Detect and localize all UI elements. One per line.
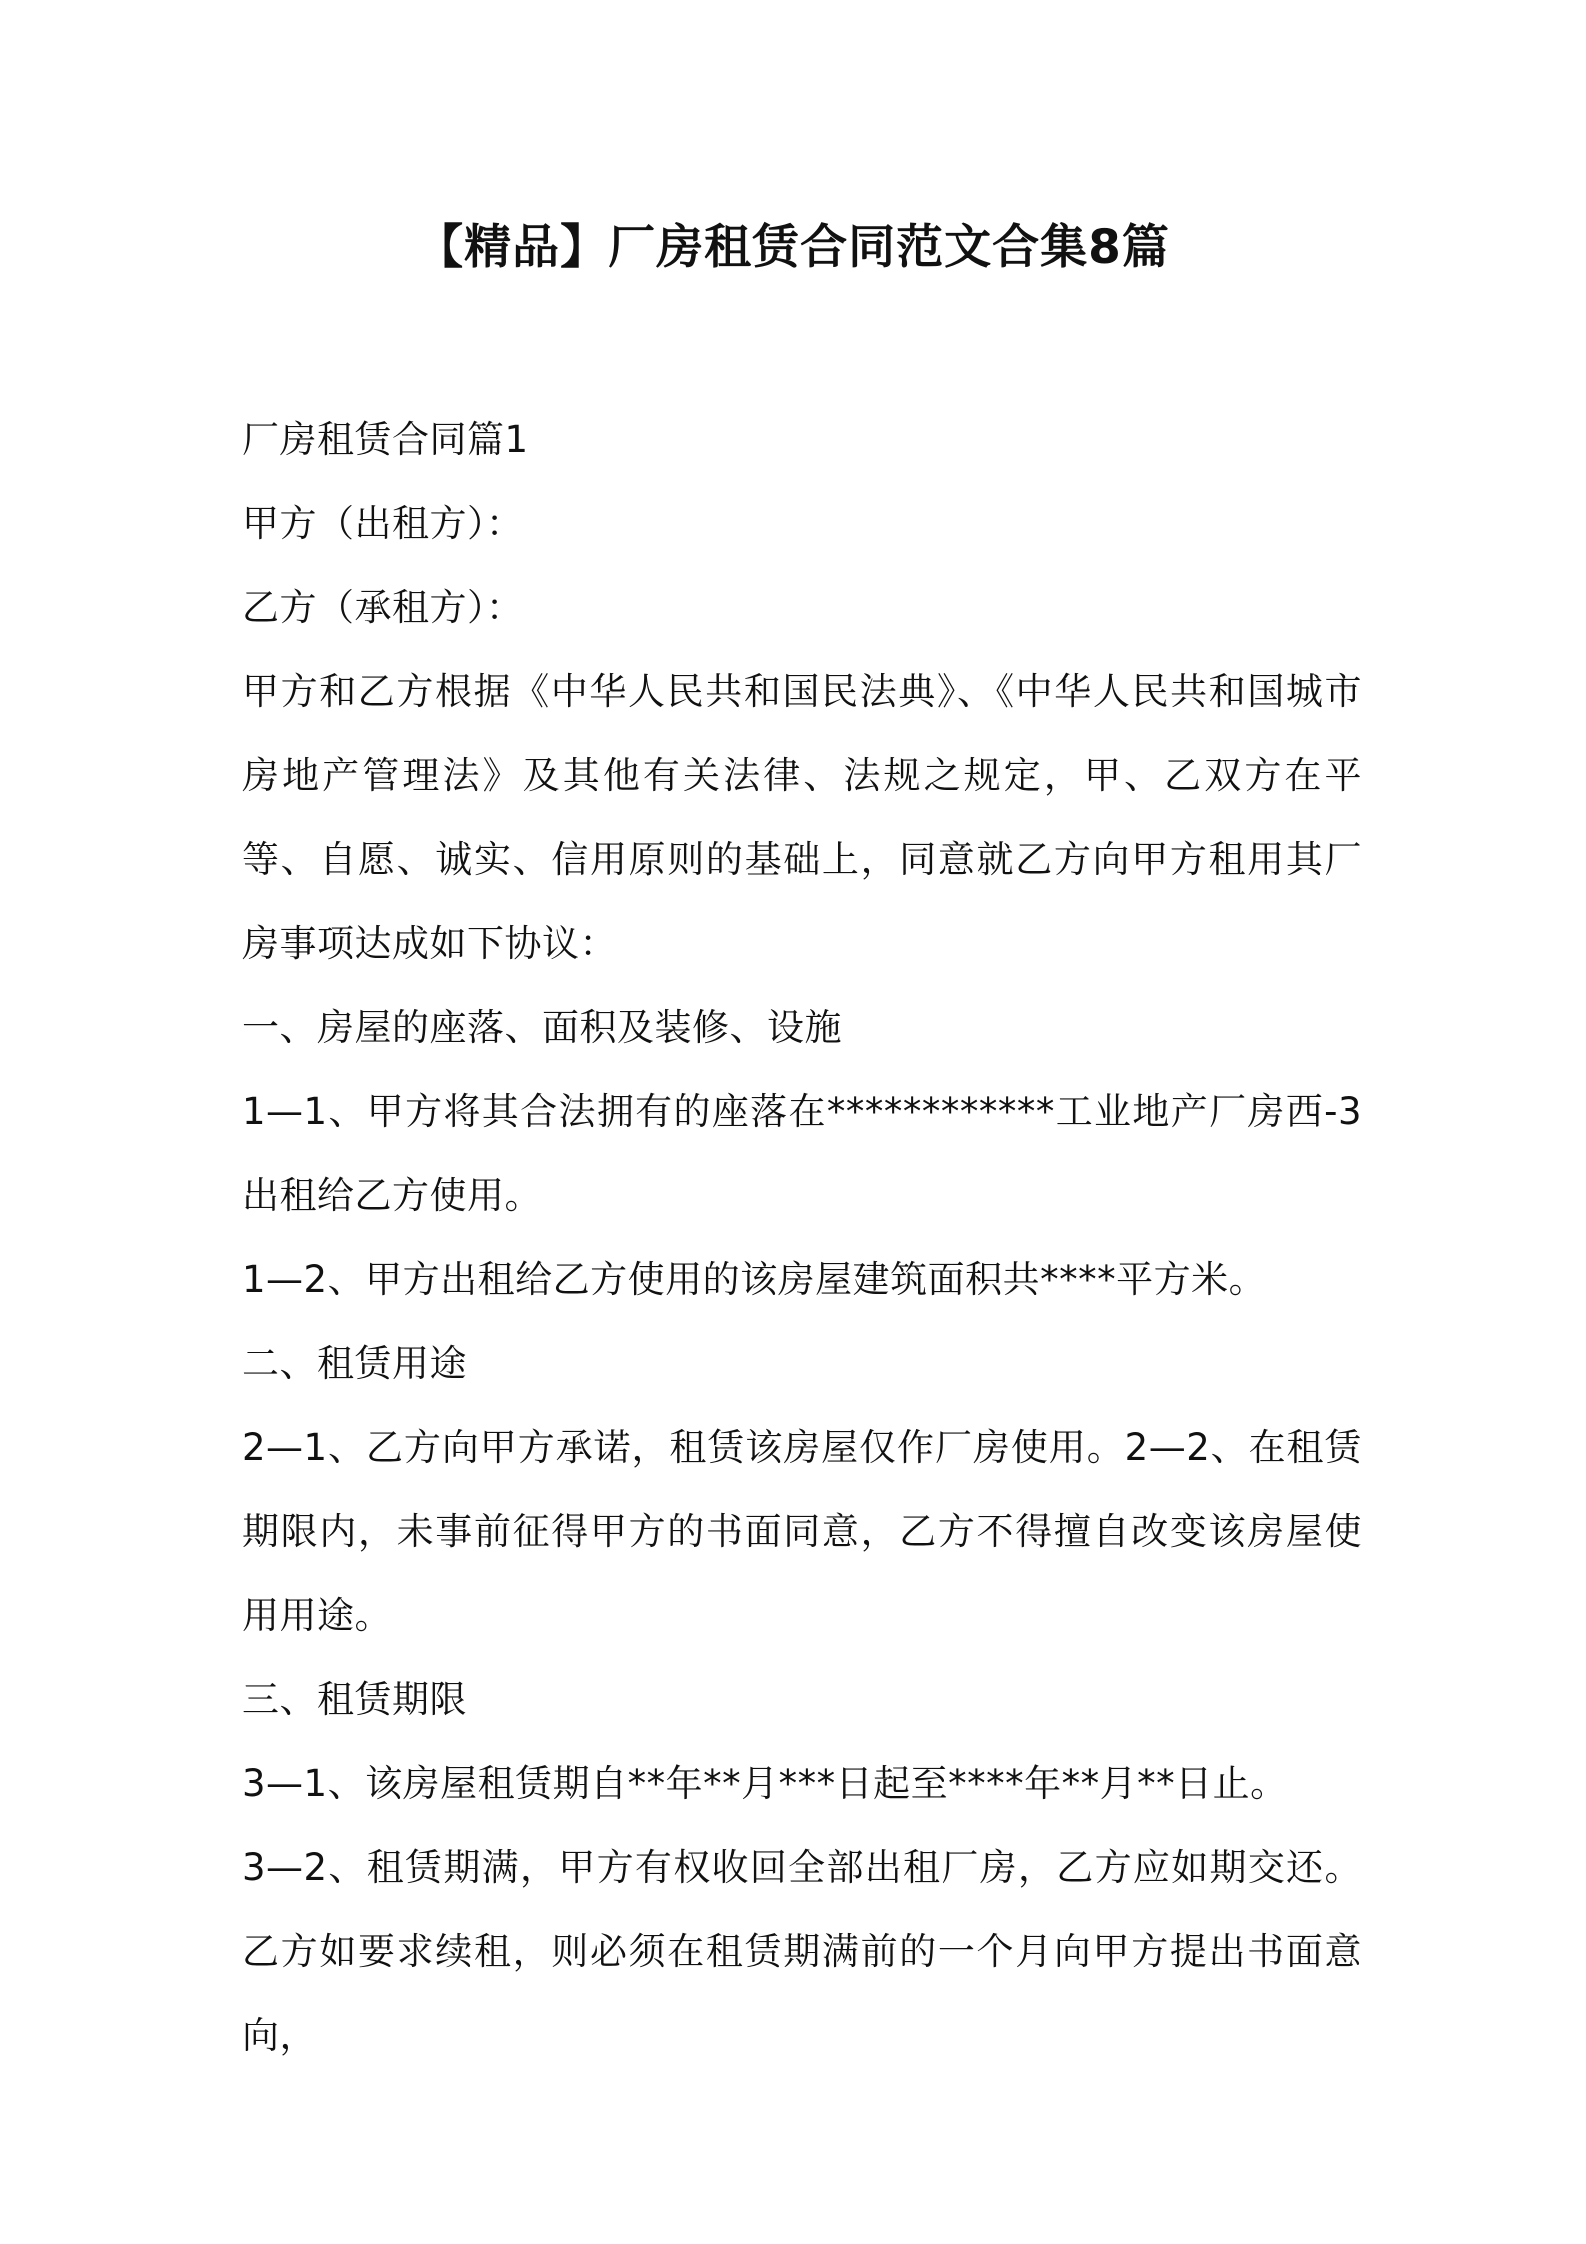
document-title: 【精品】厂房租赁合同范文合集8篇: [416, 220, 1170, 275]
clause-heading: 二、租赁用途: [242, 1342, 467, 1385]
preamble-paragraph: 甲方和乙方根据《中华人民共和国民法典》、《中华人民共和国城市房地产管理法》及其他有关法律、法规之规定，甲、乙双方在平等、自愿、诚实、信用原则的基础上，同意就乙方向甲方租用其厂房事项达成如下协议：: [242, 670, 1362, 965]
party-a-line: 甲方（出租方）：: [242, 502, 524, 545]
document-body: [242, 398, 1362, 2078]
section-heading: 厂房租赁合同篇1: [242, 418, 529, 461]
clause-paragraph: 1—2、甲方出租给乙方使用的该房屋建筑面积共****平方米。: [242, 1258, 1267, 1301]
clause-paragraph: 3—2、租赁期满，甲方有权收回全部出租厂房，乙方应如期交还。乙方如要求续租，则必须在租赁期满前的一个月向甲方提出书面意向，: [242, 1846, 1362, 2057]
clause-paragraph: 2—1、乙方向甲方承诺，租赁该房屋仅作厂房使用。2—2、在租赁期限内，未事前征得甲方的书面同意，乙方不得擅自改变该房屋使用用途。: [242, 1426, 1362, 1637]
party-b-line: 乙方（承租方）：: [242, 586, 524, 629]
clause-paragraph: 3—1、该房屋租赁期自**年**月***日起至****年**月**日止。: [242, 1762, 1288, 1805]
clause-heading: 三、租赁期限: [242, 1678, 467, 1721]
clause-paragraph: 1—1、甲方将其合法拥有的座落在************工业地产厂房西-3出租给乙方使用。: [242, 1090, 1362, 1217]
clause-heading: 一、房屋的座落、面积及装修、设施: [242, 1006, 842, 1049]
